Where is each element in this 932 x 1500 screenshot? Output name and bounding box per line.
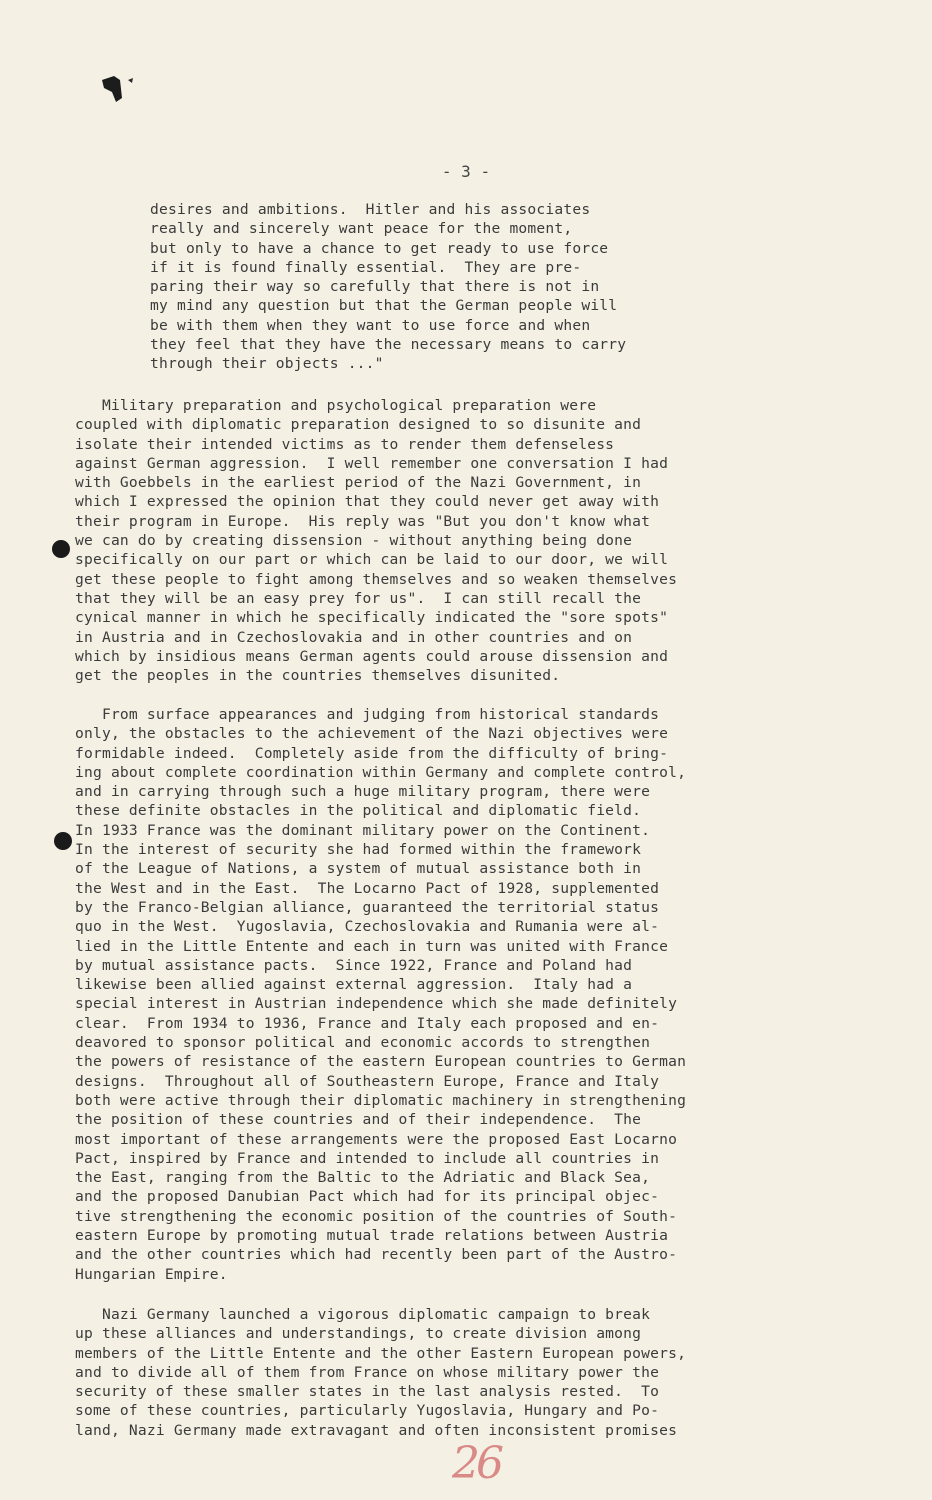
text-line: and the proposed Danubian Pact which had for its principal objec-: [75, 1188, 660, 1206]
paragraph-1: [75, 396, 677, 685]
text-line: From surface appearances and judging from historical standards: [75, 706, 660, 723]
text-line: most important of these arrangements were the proposed East Locarno: [75, 1130, 678, 1148]
text-line: my mind any question but that the German people will: [150, 297, 618, 315]
text-line: the East, ranging from the Baltic to the Adriatic and Black Sea,: [75, 1169, 651, 1187]
text-line: get these people to fight among themselves and so weaken themselves: [75, 570, 678, 588]
text-line: which I expressed the opinion that they could never get away with: [75, 493, 660, 511]
text-line: lied in the Little Entente and each in turn was united with France: [75, 937, 669, 955]
paragraph-3: [75, 1305, 686, 1440]
text-line: but only to have a chance to get ready to use force: [150, 239, 609, 257]
text-line: Nazi Germany launched a vigorous diplomatic campaign to break: [75, 1306, 651, 1323]
ink-mark-icon: [100, 74, 136, 104]
paragraph-2: [75, 705, 686, 1284]
text-line: security of these smaller states in the last analysis rested. To: [75, 1383, 660, 1401]
text-line: In the interest of security she had formed within the framework: [75, 841, 642, 859]
text-line: Pact, inspired by France and intended to include all countries in: [75, 1149, 660, 1167]
text-line: land, Nazi Germany made extravagant and often inconsistent promises: [75, 1421, 678, 1439]
text-line: by mutual assistance pacts. Since 1922, France and Poland had: [75, 956, 633, 974]
text-line: both were active through their diplomatic machinery in strengthening: [75, 1091, 687, 1109]
text-line: and in carrying through such a huge military program, there were: [75, 783, 651, 801]
text-line: specifically on our part or which can be laid to our door, we will: [75, 551, 669, 569]
text-line: tive strengthening the economic position of the countries of South-: [75, 1207, 678, 1225]
text-line: some of these countries, particularly Yugoslavia, Hungary and Po-: [75, 1402, 660, 1420]
text-line: with Goebbels in the earliest period of the Nazi Government, in: [75, 474, 642, 492]
text-line: the West and in the East. The Locarno Pact of 1928, supplemented: [75, 879, 660, 897]
text-line: against German aggression. I well remember one conversation I had: [75, 454, 669, 472]
text-line: only, the obstacles to the achievement of the Nazi objectives were: [75, 725, 669, 743]
text-line: that they will be an easy prey for us". I can still recall the: [75, 589, 642, 607]
page-number: - 3 -: [441, 162, 491, 181]
punch-hole-icon: [54, 832, 72, 850]
text-line: their program in Europe. His reply was "But you don't know what: [75, 512, 651, 530]
text-line: likewise been allied against external aggression. Italy had a: [75, 976, 633, 994]
text-line: designs. Throughout all of Southeastern Europe, France and Italy: [75, 1072, 660, 1090]
text-line: up these alliances and understandings, to create division among: [75, 1325, 642, 1343]
text-line: special interest in Austrian independence which she made definitely: [75, 995, 678, 1013]
text-line: in Austria and in Czechoslovakia and in other countries and on: [75, 628, 633, 646]
text-line: quo in the West. Yugoslavia, Czechoslovakia and Rumania were al-: [75, 918, 660, 936]
text-line: they feel that they have the necessary means to carry: [150, 336, 627, 354]
text-line: isolate their intended victims as to render them defenseless: [75, 435, 615, 453]
text-line: clear. From 1934 to 1936, France and Italy each proposed and en-: [75, 1014, 660, 1032]
block-quote: [150, 200, 626, 374]
text-line: members of the Little Entente and the other Eastern European powers,: [75, 1344, 687, 1362]
text-line: the powers of resistance of the eastern European countries to German: [75, 1053, 687, 1071]
text-line: these definite obstacles in the political and diplomatic field.: [75, 802, 642, 820]
text-line: the position of these countries and of their independence. The: [75, 1111, 642, 1129]
text-line: eastern Europe by promoting mutual trade relations between Austria: [75, 1227, 669, 1245]
text-line: cynical manner in which he specifically indicated the "sore spots": [75, 609, 669, 627]
text-line: Hungarian Empire.: [75, 1265, 228, 1283]
text-line: be with them when they want to use force and when: [150, 316, 591, 334]
text-line: and to divide all of them from France on whose military power the: [75, 1363, 660, 1381]
text-line: if it is found finally essential. They are pre-: [150, 258, 582, 276]
text-line: paring their way so carefully that there is not in: [150, 278, 600, 296]
text-line: and the other countries which had recently been part of the Austro-: [75, 1246, 678, 1264]
text-line: desires and ambitions. Hitler and his associates: [150, 201, 591, 218]
text-line: get the peoples in the countries themselves disunited.: [75, 667, 561, 685]
punch-hole-icon: [52, 540, 70, 558]
text-line: coupled with diplomatic preparation designed to so disunite and: [75, 416, 642, 434]
text-line: formidable indeed. Completely aside from the difficulty of bring-: [75, 744, 669, 762]
text-line: we can do by creating dissension - without anything being done: [75, 532, 633, 550]
text-line: which by insidious means German agents could arouse dissension and: [75, 647, 669, 665]
text-line: Military preparation and psychological preparation were: [75, 397, 597, 414]
text-line: deavored to sponsor political and economic accords to strengthen: [75, 1034, 651, 1052]
handwritten-folio-number: 26: [452, 1438, 500, 1489]
text-line: In 1933 France was the dominant military power on the Continent.: [75, 821, 651, 839]
text-line: ing about complete coordination within Germany and complete control,: [75, 763, 687, 781]
text-line: by the Franco-Belgian alliance, guaranteed the territorial status: [75, 898, 660, 916]
text-line: through their objects ...": [150, 355, 384, 373]
text-line: of the League of Nations, a system of mutual assistance both in: [75, 860, 642, 878]
text-line: really and sincerely want peace for the moment,: [150, 220, 573, 238]
